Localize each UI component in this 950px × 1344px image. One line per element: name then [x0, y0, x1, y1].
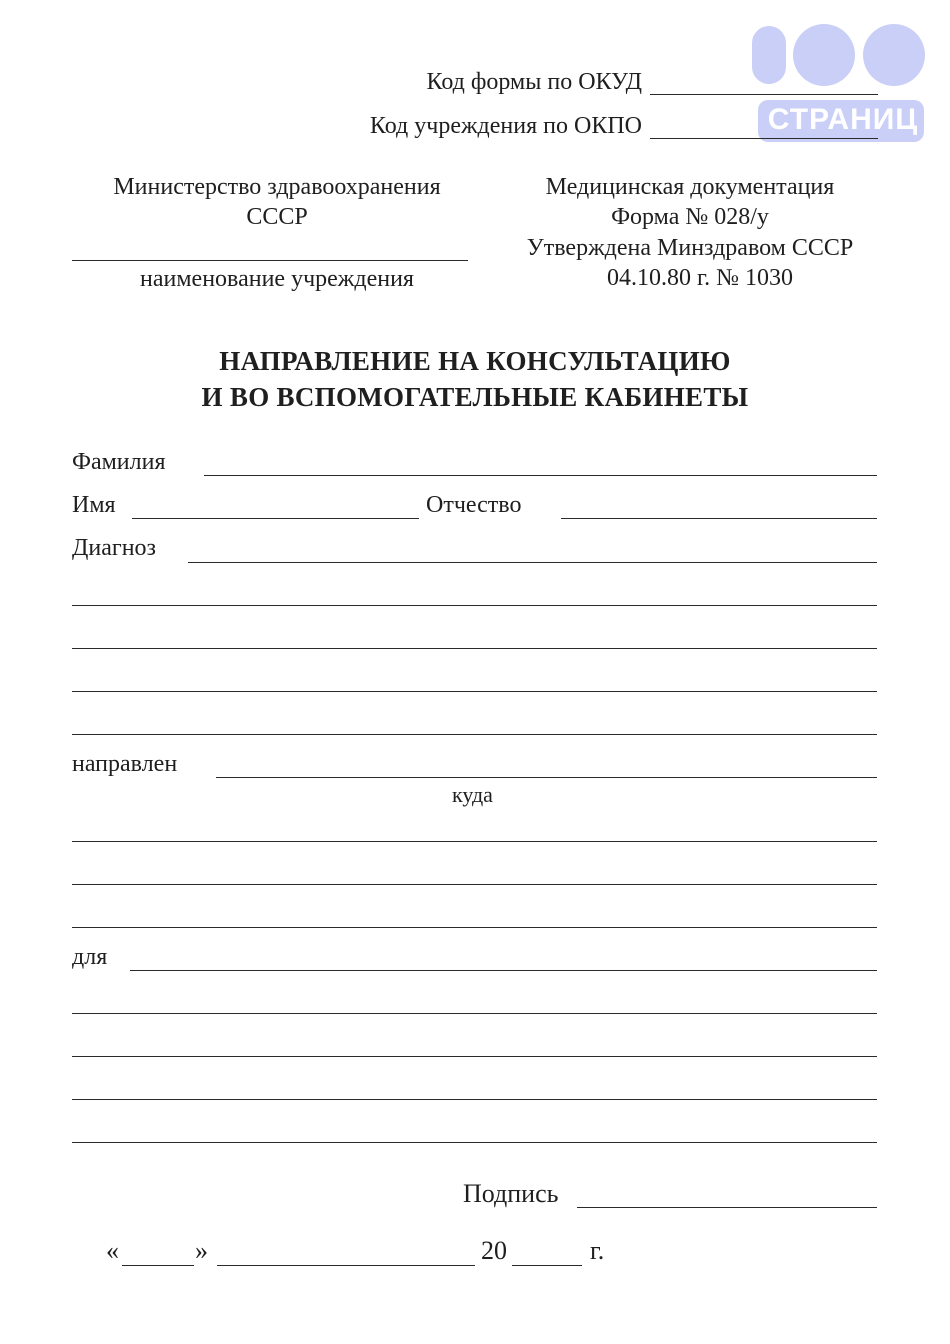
okpo-field[interactable] [650, 138, 878, 139]
form-number-line: Форма № 028/у [611, 204, 769, 230]
date-quote-close: » [195, 1236, 208, 1265]
signature-field[interactable] [577, 1207, 877, 1208]
diagnosis-extra-line[interactable] [72, 648, 877, 649]
referred-field[interactable] [216, 777, 877, 778]
institution-caption: наименование учреждения [140, 266, 414, 292]
okud-field[interactable] [650, 94, 878, 95]
watermark-logo [752, 22, 930, 146]
watermark-text: СТРАНИЦ [767, 103, 919, 136]
patronymic-field[interactable] [561, 518, 877, 519]
for-extra-line[interactable] [72, 1099, 877, 1100]
date-year-field[interactable] [512, 1265, 582, 1266]
date-year-prefix: 20 [481, 1236, 507, 1265]
date-day-field[interactable] [122, 1265, 194, 1266]
referred-extra-line[interactable] [72, 884, 877, 885]
referred-extra-line[interactable] [72, 841, 877, 842]
for-extra-line[interactable] [72, 1142, 877, 1143]
signature-label: Подпись [463, 1179, 559, 1208]
diagnosis-extra-line[interactable] [72, 605, 877, 606]
surname-field[interactable] [204, 475, 877, 476]
document-title-line2: И ВО ВСПОМОГАТЕЛЬНЫЕ КАБИНЕТЫ [201, 382, 749, 412]
surname-label: Фамилия [72, 449, 166, 475]
name-field[interactable] [132, 518, 419, 519]
referred-label: направлен [72, 751, 178, 777]
for-extra-line[interactable] [72, 1013, 877, 1014]
for-label: для [72, 944, 108, 970]
okud-label: Код формы по ОКУД [426, 69, 642, 95]
date-month-field[interactable] [217, 1265, 475, 1266]
document-title-line1: НАПРАВЛЕНИЕ НА КОНСУЛЬТАЦИЮ [219, 346, 731, 376]
approved-line: Утверждена Минздравом СССР [526, 235, 854, 261]
patronymic-label: Отчество [426, 492, 522, 518]
med-doc-line: Медицинская документация [545, 174, 835, 200]
referred-extra-line[interactable] [72, 927, 877, 928]
order-date-line: 04.10.80 г. № 1030 [606, 265, 794, 291]
diagnosis-field[interactable] [188, 562, 877, 563]
for-extra-line[interactable] [72, 1056, 877, 1057]
date-year-suffix: г. [590, 1236, 605, 1265]
diagnosis-extra-line[interactable] [72, 691, 877, 692]
name-label: Имя [72, 492, 116, 518]
ministry-line2: СССР [246, 204, 308, 230]
ministry-line1: Министерство здравоохранения [113, 174, 441, 200]
diagnosis-extra-line[interactable] [72, 734, 877, 735]
okpo-label: Код учреждения по ОКПО [369, 113, 642, 139]
institution-name-field[interactable] [72, 260, 468, 261]
diagnosis-label: Диагноз [72, 535, 157, 561]
where-caption: куда [452, 782, 493, 807]
date-quote-open: « [106, 1236, 119, 1265]
for-field[interactable] [130, 970, 877, 971]
